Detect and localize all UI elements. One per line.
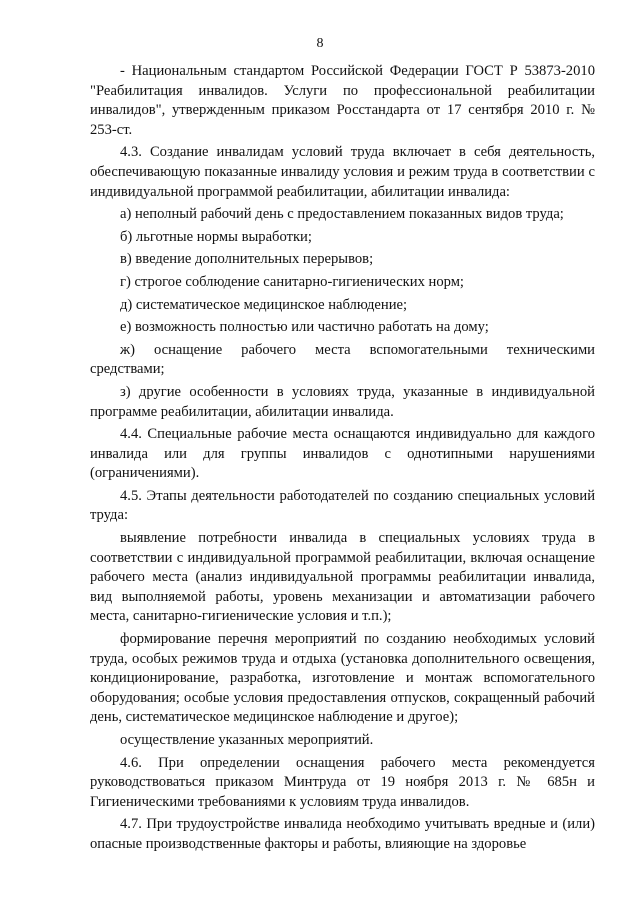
stage-implementation: осуществление указанных мероприятий. bbox=[120, 732, 374, 748]
list-item-d: д) систематическое медицинское наблюдение; bbox=[120, 296, 408, 313]
list-item-a: а) неполный рабочий день с предоставлением показанных видов труда; bbox=[120, 206, 564, 223]
stage-formation: формирование перечня мероприятий по созданию необходимых условий труда, особых режимов труда и отдыха (установка дополнительного освещения, кондиционирование, разработка, изготовление и монтаж вспомогательного оборудования; особые условия предоставления отпусков, сокращенный рабочий день, систематическое медицинское наблюдение и другое); bbox=[90, 631, 595, 726]
list-item-g: г) строгое соблюдение санитарно-гигиенических норм; bbox=[120, 273, 464, 290]
paragraph-4-5: 4.5. Этапы деятельности работодателей по созданию специальных условий труда: bbox=[90, 487, 595, 524]
list-item-e: е) возможность полностью или частично работать на дому; bbox=[120, 319, 489, 336]
paragraph-4-3: 4.3. Создание инвалидам условий труда включает в себя деятельность, обеспечивающую показанные инвалиду условия и режим труда в соответствии с индивидуальной программой реабилитации, абилитации инвалида: bbox=[90, 144, 595, 200]
page-number: 8 bbox=[316, 36, 324, 51]
list-item-v: в) введение дополнительных перерывов; bbox=[120, 251, 374, 268]
paragraph-4-7: 4.7. При трудоустройстве инвалида необходимо учитывать вредные и (или) опасные производственные факторы и работы, влияющие на здоровье bbox=[90, 816, 595, 852]
paragraph-gost-reference: - Национальным стандартом Российской Федерации ГОСТ Р 53873-2010 "Реабилитация инвалидов. Услуги по профессиональной реабилитации инвалидов", утвержденным приказом Росстандарта от 17 сентября 2010 г. № 253-ст. bbox=[90, 63, 595, 138]
document-body bbox=[90, 62, 595, 855]
paragraph-4-6: 4.6. При определении оснащения рабочего места рекомендуется руководствоваться приказом Минтруда от 19 ноября 2013 г. № 685н и Гигиеническими требованиями к условиям труда инвалидов. bbox=[90, 754, 595, 810]
list-item-zh: ж) оснащение рабочего места вспомогательными техническими средствами; bbox=[90, 341, 595, 378]
stage-identification: выявление потребности инвалида в специальных условиях труда в соответствии с индивидуальной программой реабилитации, включая оснащение рабочего места (анализ индивидуальной программы реабилитации инвалида, вид выполняемой работы, уровень механизации и автоматизации рабочего места, санитарно-гигиенические условия и т.п.); bbox=[90, 530, 595, 625]
list-item-b: б) льготные нормы выработки; bbox=[120, 228, 312, 245]
paragraph-4-4: 4.4. Специальные рабочие места оснащаются индивидуально для каждого инвалида или для группы инвалидов с однотипными нарушениями (ограничениями). bbox=[90, 426, 595, 482]
list-item-z: з) другие особенности в условиях труда, указанные в индивидуальной программе реабилитации, абилитации инвалида. bbox=[90, 383, 595, 420]
